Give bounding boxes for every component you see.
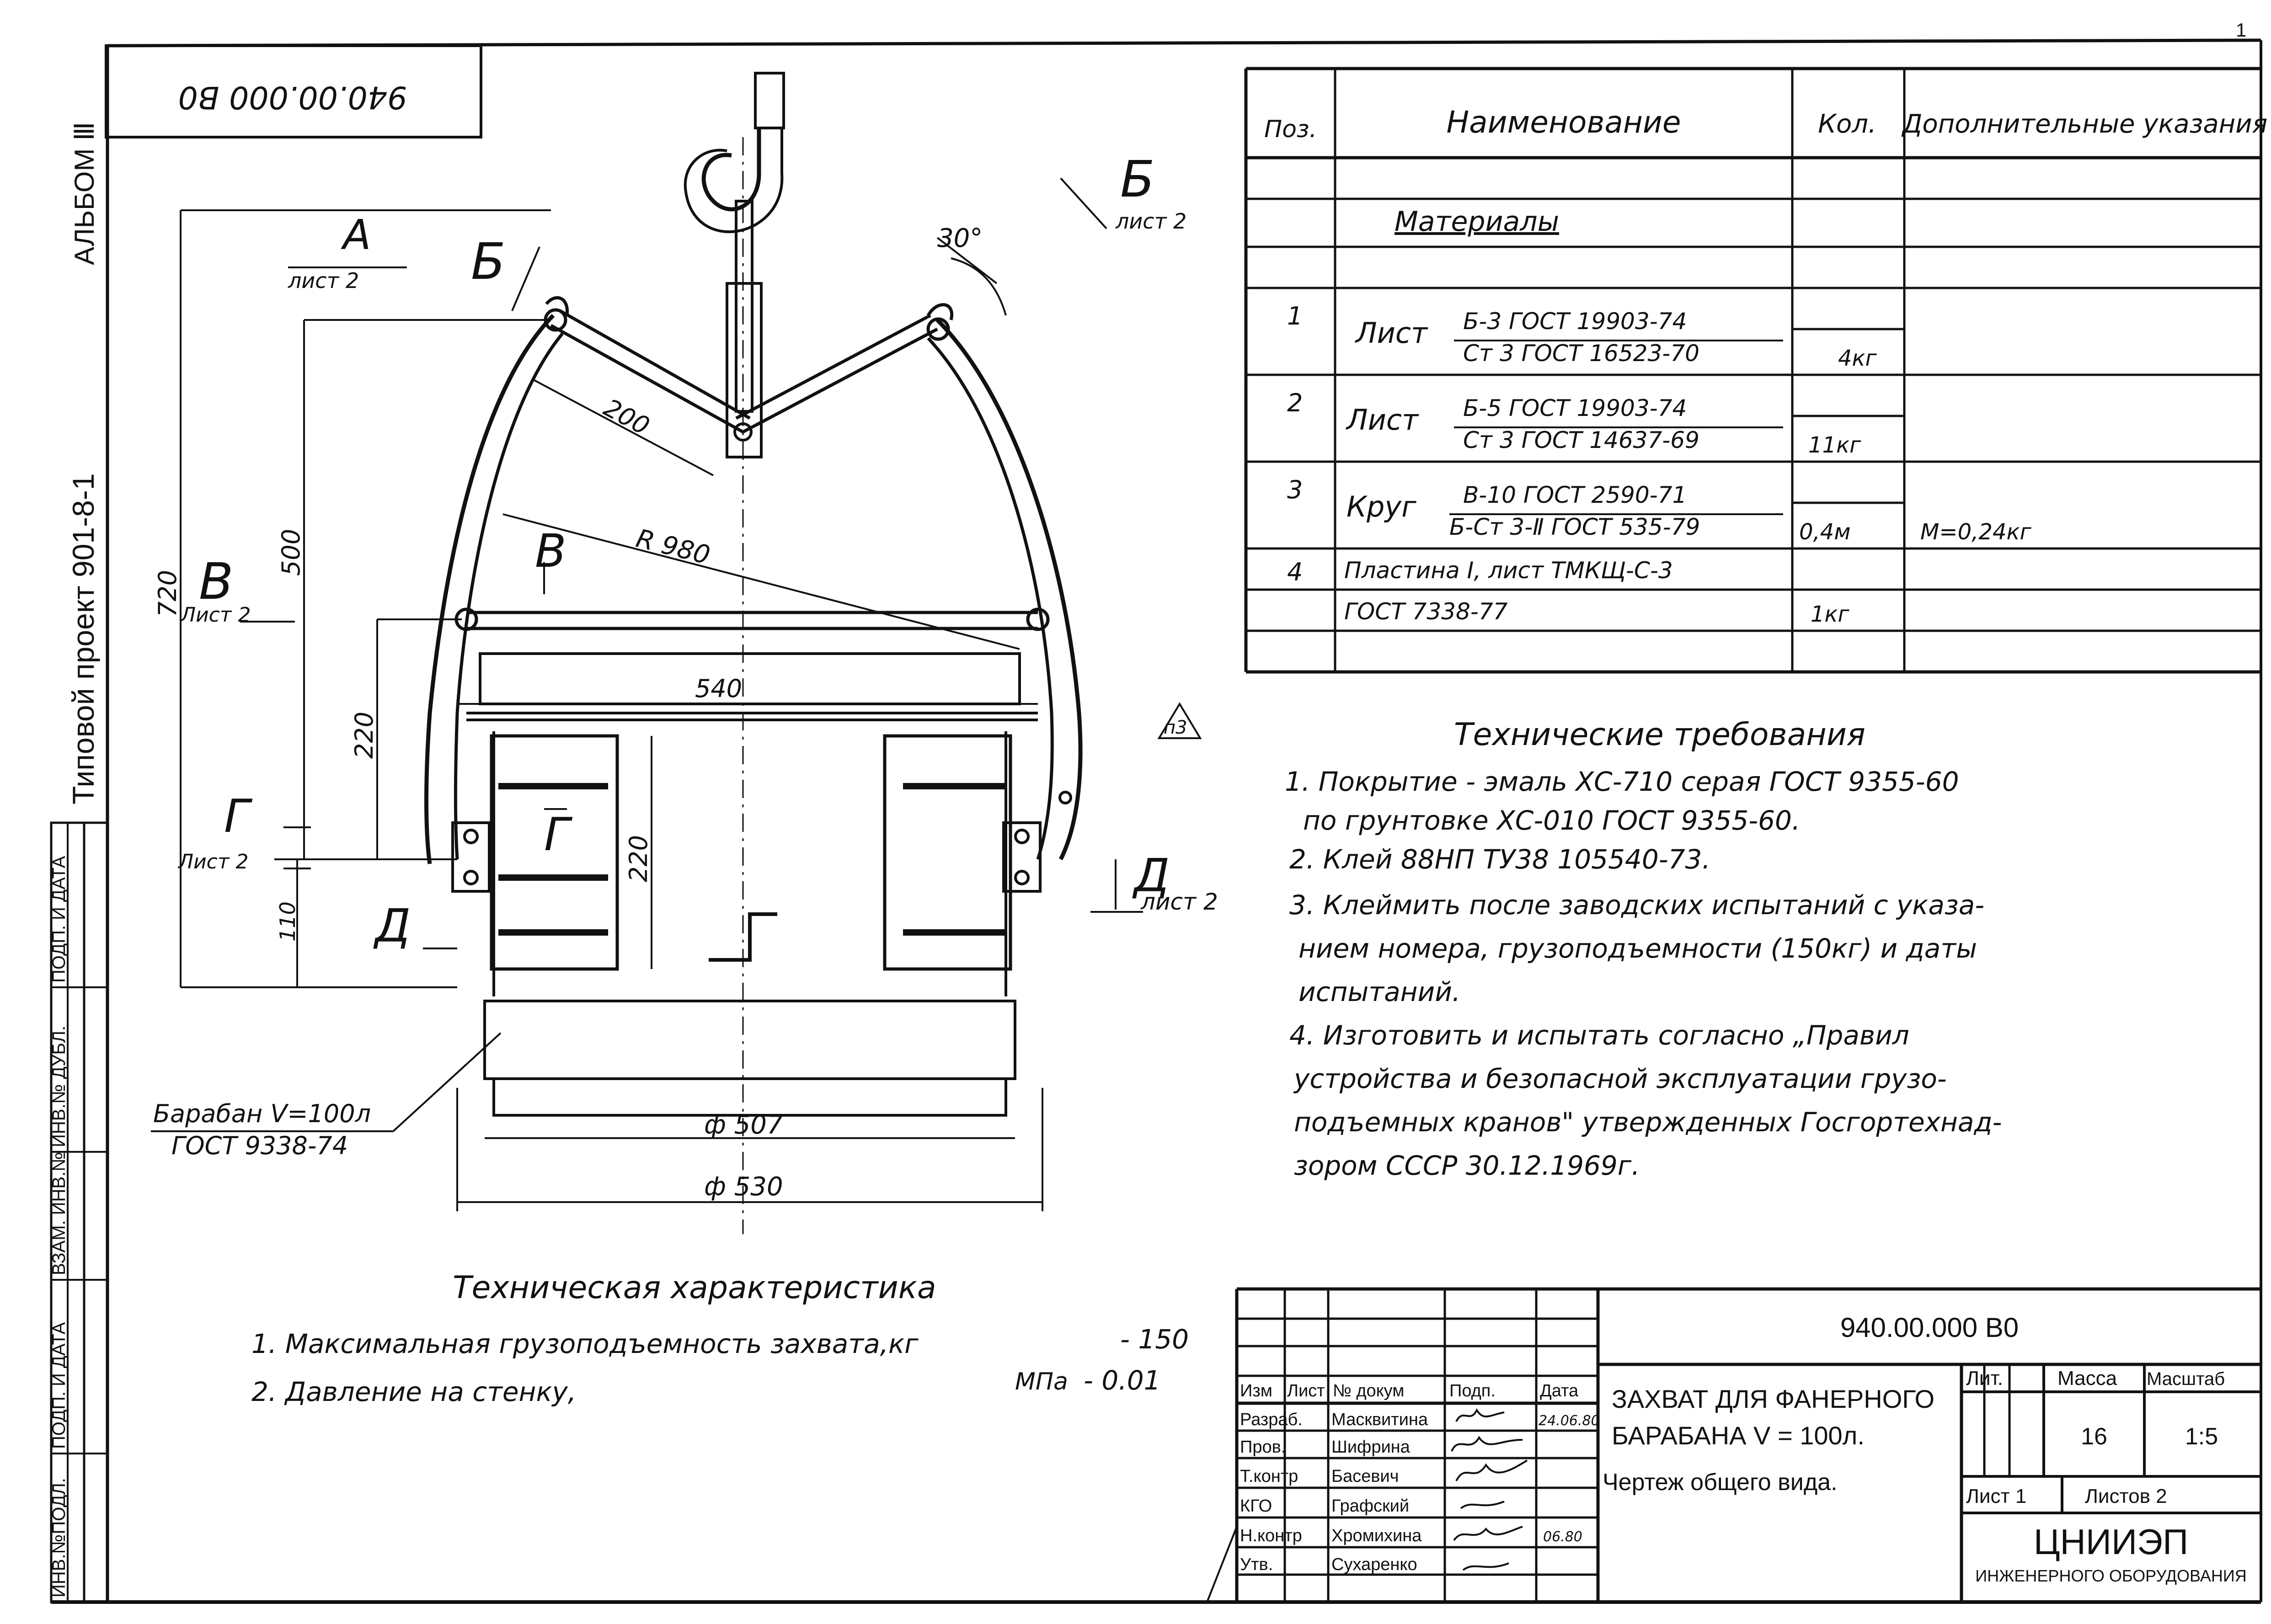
requirement-line-1: 1. Покрытие - эмаль ХС-710 серая ГОСТ 9355-60 — [1285, 766, 1959, 797]
spec-row2-top: Б-5 ГОСТ 19903-74 — [1463, 395, 1687, 421]
side-field-1: ИНВ.№ПОДЛ. — [49, 1478, 69, 1597]
view-g-left-letter: Г — [224, 789, 250, 843]
view-b-right-ref: лист 2 — [1116, 209, 1187, 234]
characteristic-1-value: - 150 — [1120, 1324, 1189, 1355]
requirement-line-3: 2. Клей 88НП ТУ38 105540-73. — [1289, 844, 1710, 875]
spec-header-notes: Дополнительные указания — [1902, 109, 2268, 139]
requirement-line-10: зором СССР 30.12.1969г. — [1294, 1150, 1640, 1181]
spec-section: Материалы — [1395, 206, 1559, 238]
tb-date-5: 06.80 — [1543, 1529, 1582, 1545]
dim-height-low: 110 — [275, 901, 300, 942]
dim-dia-outer: ф 530 — [704, 1172, 783, 1202]
view-a-ref: лист 2 — [288, 268, 359, 293]
view-b-right-letter: Б — [1120, 150, 1155, 208]
tb-person-4: Графский — [1331, 1496, 1410, 1516]
tb-header-list: Лист — [1287, 1381, 1325, 1400]
title-name-3: Чертеж общего вида. — [1603, 1469, 1838, 1496]
title-code: 940.00.000 В0 — [1840, 1312, 2019, 1343]
right-link — [736, 315, 937, 432]
characteristic-1: 1. Максимальная грузоподъемность захвата,кг — [251, 1328, 919, 1359]
spec-row1-bottom: Ст 3 ГОСТ 16523-70 — [1463, 340, 1699, 367]
tb-role-5: Н.контр — [1240, 1526, 1302, 1545]
tb-person-1: Масквитина — [1331, 1410, 1428, 1429]
spec-row2-bottom: Ст 3 ГОСТ 14637-69 — [1463, 427, 1699, 453]
dim-height-total: 720 — [153, 570, 182, 617]
drum — [466, 654, 1038, 1115]
spec-row2-qty: 11кг — [1808, 432, 1861, 458]
tb-header-date: Дата — [1540, 1381, 1579, 1400]
album-label: АЛЬБОМ Ⅲ — [69, 122, 100, 265]
dim-drum-height: 220 — [624, 835, 653, 882]
tb-role-6: Утв. — [1240, 1555, 1273, 1574]
tb-role-3: Т.контр — [1240, 1467, 1298, 1486]
characteristic-2-value: - 0.01 — [1084, 1365, 1161, 1396]
tb-sheets: Листов 2 — [2085, 1485, 2167, 1507]
tb-role-4: КГО — [1240, 1496, 1272, 1516]
requirement-line-4: 3. Клеймить после заводских испытаний с указа- — [1289, 889, 1985, 921]
view-g-center-letter: Г — [544, 808, 570, 861]
dim-link: 200 — [599, 393, 654, 441]
dim-span: 540 — [695, 674, 743, 703]
spec-row2-pos: 2 — [1287, 389, 1303, 417]
tb-sheet: Лист 1 — [1966, 1485, 2027, 1507]
characteristic-2-unit: МПа — [1015, 1368, 1068, 1395]
tb-person-2: Шифрина — [1331, 1438, 1410, 1457]
dim-height-upper: 500 — [277, 528, 305, 576]
spec-row4-pos: 4 — [1287, 558, 1303, 586]
characteristics-title: Техническая характеристика — [453, 1270, 936, 1306]
spec-row3-top: В-10 ГОСТ 2590-71 — [1463, 482, 1687, 508]
requirement-line-6: испытаний. — [1298, 976, 1461, 1007]
dim-height-mid: 220 — [350, 711, 379, 759]
tb-mass-label: Масса — [2057, 1367, 2117, 1390]
view-v-left-ref: Лист 2 — [181, 603, 251, 627]
spec-row3-note: М=0,24кг — [1920, 519, 2031, 545]
tb-role-1: Разраб. — [1240, 1410, 1303, 1429]
requirements-title: Технические требования — [1454, 717, 1865, 753]
tb-person-6: Сухаренко — [1331, 1555, 1417, 1574]
spec-row4-line2: ГОСТ 7338-77 — [1344, 598, 1508, 625]
tb-header-doc: № докум — [1333, 1381, 1405, 1400]
view-g-left-ref: Лист 2 — [178, 850, 249, 873]
tb-person-3: Басевич — [1331, 1467, 1399, 1486]
hook — [685, 73, 784, 232]
tb-role-2: Пров. — [1240, 1438, 1286, 1457]
spec-row1-qty: 4кг — [1838, 346, 1877, 371]
requirement-line-9: подъемных кранов" утвержденных Госгортехнад- — [1294, 1107, 2002, 1138]
characteristic-2: 2. Давление на стенку, — [251, 1376, 577, 1407]
tb-header-izm: Изм — [1240, 1381, 1272, 1400]
sheet-number: 1 — [2236, 19, 2247, 41]
drum-label-line1: Барабан V=100л — [153, 1099, 371, 1128]
title-name-2: БАРАБАНА V = 100л. — [1612, 1421, 1865, 1450]
left-arm — [427, 315, 554, 864]
tb-mass: 16 — [2081, 1423, 2107, 1450]
spec-row2-name: Лист — [1347, 403, 1419, 437]
dim-angle: 30° — [937, 224, 983, 253]
project-label: Типовой проект 901-8-1 — [66, 473, 100, 804]
tb-scale: 1:5 — [2185, 1423, 2218, 1450]
dim-dia-inner: ф 507 — [704, 1110, 783, 1140]
view-d-right-letter: Д — [1134, 849, 1170, 902]
side-field-2: ПОДП. И ДАТА — [49, 1322, 69, 1449]
position-mark: п3 — [1164, 717, 1187, 738]
requirement-line-2: по грунтовке ХС-010 ГОСТ 9355-60. — [1303, 805, 1801, 836]
tb-date-1: 24.06.80 — [1539, 1413, 1600, 1429]
spec-row3-pos: 3 — [1287, 475, 1303, 504]
spec-row1-name: Лист — [1356, 316, 1428, 350]
drum-label-line2: ГОСТ 9338-74 — [171, 1131, 348, 1160]
tb-org-1: ЦНИИЭП — [2033, 1522, 2189, 1562]
tb-scale-label: Масштаб — [2147, 1369, 2225, 1389]
view-v-center-letter: В — [535, 524, 566, 578]
cross-bar — [466, 612, 1038, 628]
spec-row1-pos: 1 — [1287, 302, 1303, 330]
spec-row3-name: Круг — [1347, 490, 1416, 523]
spec-row3-bottom: Б-Ст 3-Ⅱ ГОСТ 535-79 — [1449, 514, 1700, 540]
spec-row4-line1: Пластина Ⅰ, лист ТМКЩ-С-3 — [1344, 557, 1673, 584]
requirement-line-5: нием номера, грузоподъемности (150кг) и даты — [1298, 933, 1977, 964]
tb-lit-label: Лит. — [1966, 1367, 2003, 1390]
tb-header-sign: Подп. — [1449, 1381, 1496, 1400]
spec-header-name: Наименование — [1446, 105, 1681, 140]
spec-header-qty: Кол. — [1818, 109, 1876, 139]
side-field-4: ИНВ.№ ДУБЛ. — [49, 1025, 69, 1147]
tb-org-2: ИНЖЕНЕРНОГО ОБОРУДОВАНИЯ — [1975, 1566, 2247, 1585]
view-v-left-letter: В — [199, 552, 234, 611]
spec-header-pos: Поз. — [1264, 116, 1317, 143]
view-b-left-letter: Б — [471, 232, 506, 291]
side-field-5: ПОДП. И ДАТА — [49, 856, 69, 983]
view-a-letter: А — [343, 211, 371, 259]
view-d-right-ref: лист 2 — [1141, 889, 1218, 915]
spec-row3-qty: 0,4м — [1799, 519, 1851, 545]
view-d-left-letter: Д — [375, 899, 411, 953]
spec-row1-top: Б-3 ГОСТ 19903-74 — [1463, 308, 1687, 335]
dim-radius: R 980 — [633, 523, 713, 571]
title-name-1: ЗАХВАТ ДЛЯ ФАНЕРНОГО — [1612, 1384, 1935, 1413]
requirement-line-8: устройства и безопасной эксплуатации грузо- — [1294, 1063, 1947, 1094]
tb-person-5: Хромихина — [1331, 1526, 1422, 1545]
requirement-line-7: 4. Изготовить и испытать согласно „Правил — [1289, 1020, 1909, 1051]
spec-row4-qty: 1кг — [1811, 602, 1849, 627]
corner-code: 940.00.000 В0 — [178, 79, 407, 115]
hanger-rod — [736, 201, 752, 411]
dimensions — [151, 178, 1200, 1211]
side-field-3: ВЗАМ. ИНВ.№ — [49, 1151, 69, 1275]
